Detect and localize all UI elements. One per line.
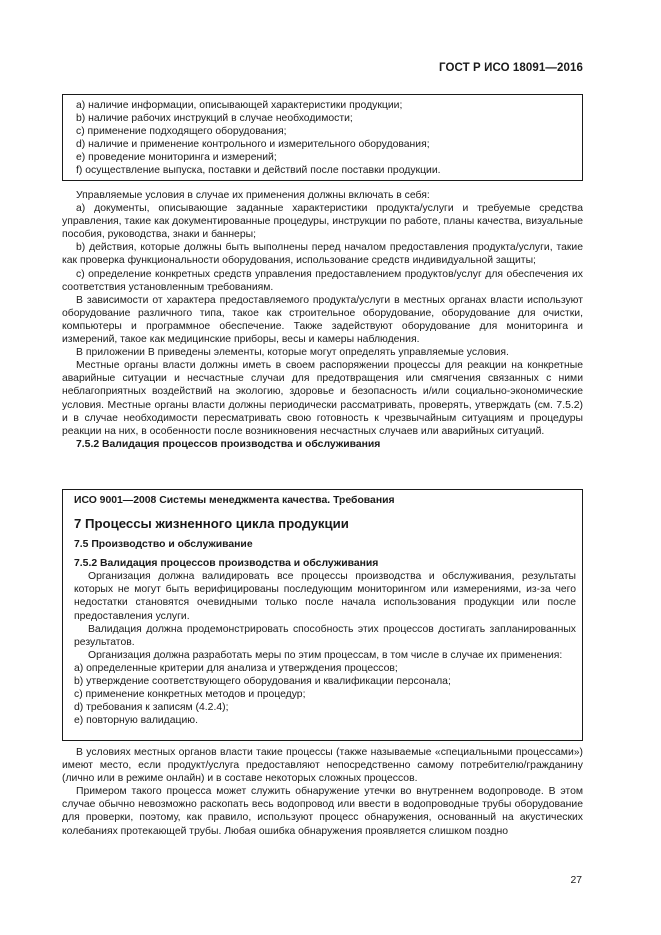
standard-header: ГОСТ Р ИСО 18091—2016 (438, 62, 583, 74)
list-item: f) осуществление выпуска, поставки и действий после поставки продукции. (76, 165, 441, 177)
list-item: c) применение подходящего оборудования; (76, 126, 287, 138)
section-heading: 7.5.2 Валидация процессов производства и обслуживания (76, 438, 381, 450)
list-item: e) проведение мониторинга и измерений; (76, 152, 277, 164)
list-item: e) повторную валидацию. (74, 715, 198, 727)
paragraph: В зависимости от характера предоставляемого продукта/услуги в местных органах власти используют оборудование различного типа, такое как строительное оборудование, оборудование для очистки, компьютеры и программное обеспечение. Также задействуют оборудование для мониторинга и измерений, такое как медицинские приборы, весы и камеры наблюдения. (62, 294, 583, 346)
paragraph: Управляемые условия в случае их применения должны включать в себя: (76, 190, 430, 201)
iso-9001-quote-box (62, 489, 583, 741)
paragraph: b) действия, которые должны быть выполнены перед началом предоставления продукта/услуги, такие как проверка функциональности оборудования, использование средств индивидуальной защиты; (62, 242, 583, 267)
page-number: 27 (570, 875, 582, 886)
list-item: b) наличие рабочих инструкций в случае необходимости; (76, 113, 353, 125)
section-heading: 7.5 Производство и обслуживание (74, 539, 253, 551)
chapter-heading: 7 Процессы жизненного цикла продукции (74, 516, 349, 532)
list-item: d) требования к записям (4.2.4); (74, 702, 229, 714)
subsection-heading: 7.5.2 Валидация процессов производства и обслуживания (74, 558, 379, 570)
paragraph: Организация должна валидировать все процессы производства и обслуживания, результаты которых не могут быть верифицированы последующим мониторингом или измерениями, из-за чего недостатки становятся очевидными только после начала использования продукции или после предоставления услуги. (74, 571, 576, 622)
body-section-1 (62, 189, 583, 451)
quoted-requirements-box (62, 94, 583, 181)
list-item: b) утверждение соответствующего оборудования и квалификации персонала; (74, 676, 451, 688)
paragraph: Валидация должна продемонстрировать способность этих процессов достигать запланированных результатов. (74, 623, 576, 648)
paragraph: В условиях местных органов власти такие процессы (также называемые «специальными процессами») имеют место, если продукт/услуга предоставляют непосредственно самому потребителю/гражданину (лично или в режиме онлайн) и в составе некоторых сложных процессов. (62, 747, 583, 785)
body-section-2 (62, 746, 583, 838)
paragraph: В приложении В приведены элементы, которые могут определять управляемые условия. (76, 347, 509, 359)
paragraph: c) определение конкретных средств управления предоставлением продуктов/услуг для обеспечения их соответствия установленным требованиям. (62, 268, 583, 293)
source-title: ИСО 9001—2008 Системы менеджмента качества. Требования (74, 495, 395, 506)
paragraph: а) документы, описывающие заданные характеристики продукта/услуги и требуемые средства управления, такие как документированные процедуры, инструкции по работе, планы качества, визуальные пособия, руководства, знаки и баннеры; (62, 203, 583, 241)
paragraph: Примером такого процесса может служить обнаружение утечки во внутреннем водопроводе. В этом случае обычно невозможно раскопать весь водопровод или ввести в водопроводные трубы оборудование для проверки, поэтому, как правило, используют процесс обнаружения, основанный на акустических колебаниях протекающей трубы. Любая ошибка обнаружения проявляется слишком поздно (62, 786, 583, 837)
paragraph: Организация должна разработать меры по этим процессам, в том числе в случае их применения: (88, 649, 563, 661)
list-item: a) наличие информации, описывающей характеристики продукции; (76, 100, 403, 111)
list-item: c) применение конкретных методов и процедур; (74, 689, 306, 701)
list-item: a) определенные критерии для анализа и утверждения процессов; (74, 662, 398, 674)
paragraph: Местные органы власти должны иметь в своем распоряжении процессы для реакции на конкретные аварийные ситуации и несчастные случаи для предотвращения или смягчения связанных с ними неблагоприятных воздействий на экологию, здоровье и безопасность и/или социально-экономические условия. Местные органы власти должны периодически рассматривать, проверять, утверждать (см. 7.5.2) и в случае необходимости пересматривать свою готовность к чрезвычайным ситуациям и процедуры реакции на них, в особенности после возникновения несчастных случаев или аварийных ситуаций. (62, 360, 583, 437)
list-item: d) наличие и применение контрольного и измерительного оборудования; (76, 139, 430, 151)
